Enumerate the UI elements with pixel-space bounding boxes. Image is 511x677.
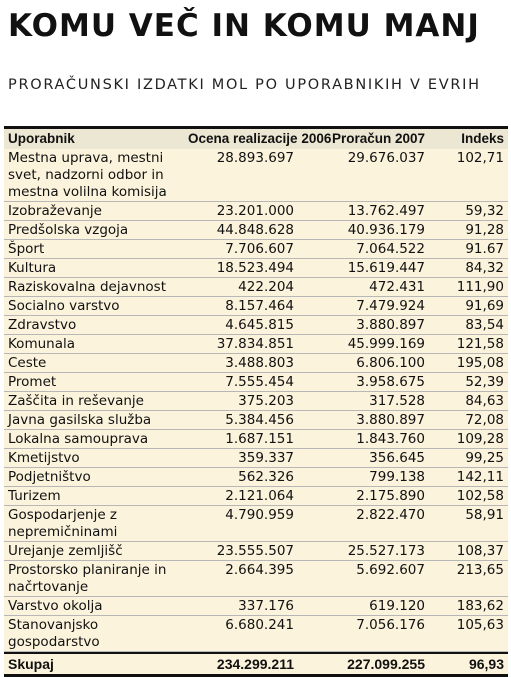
cell-name: Urejanje zemljišč	[8, 543, 123, 559]
total-proracun: 227.099.255	[347, 656, 425, 672]
cell-name: Izobraževanje	[8, 203, 102, 219]
cell-ocena: 37.834.851	[216, 336, 294, 352]
cell-name: Mestna uprava, mestni svet, nadzorni odbor in mestna volilna komisija	[8, 150, 167, 200]
cell-name: Javna gasilska služba	[8, 412, 152, 428]
cell-indeks: 91.67	[465, 241, 504, 257]
cell-name: Varstvo okolja	[8, 598, 103, 614]
table-row	[4, 149, 508, 202]
total-ocena: 234.299.211	[216, 656, 294, 672]
cell-indeks: 105,63	[456, 617, 504, 633]
table-row	[4, 335, 508, 354]
cell-ocena: 23.555.507	[216, 543, 294, 559]
cell-name: Kultura	[8, 260, 57, 276]
table-row	[4, 449, 508, 468]
cell-indeks: 72,08	[465, 412, 504, 428]
table-row	[4, 316, 508, 335]
cell-proracun: 7.056.176	[356, 617, 425, 633]
cell-indeks: 99,25	[465, 450, 504, 466]
cell-indeks: 111,90	[456, 279, 504, 295]
cell-ocena: 4.645.815	[225, 317, 294, 333]
cell-ocena: 8.157.464	[225, 298, 294, 314]
total-indeks: 96,93	[468, 656, 504, 672]
cell-indeks: 109,28	[456, 431, 504, 447]
cell-indeks: 52,39	[465, 374, 504, 390]
cell-proracun: 13.762.497	[347, 203, 425, 219]
cell-proracun: 317.528	[369, 393, 425, 409]
table-row	[4, 354, 508, 373]
cell-ocena: 4.790.959	[225, 507, 294, 523]
cell-proracun: 6.806.100	[356, 355, 425, 371]
table-row	[4, 597, 508, 616]
cell-name: Predšolska vzgoja	[8, 222, 129, 238]
table-row	[4, 487, 508, 506]
cell-proracun: 45.999.169	[347, 336, 425, 352]
cell-name: Kmetijstvo	[8, 450, 80, 466]
cell-name: Stanovanjsko gospodarstvo	[8, 617, 100, 650]
cell-ocena: 6.680.241	[225, 617, 294, 633]
cell-proracun: 2.822.470	[356, 507, 425, 523]
header-uporabnik: Uporabnik	[8, 131, 75, 146]
cell-name: Zaščita in reševanje	[8, 393, 144, 409]
table-row	[4, 561, 508, 597]
cell-indeks: 84,63	[465, 393, 504, 409]
table-row	[4, 202, 508, 221]
cell-ocena: 18.523.494	[216, 260, 294, 276]
cell-ocena: 375.203	[238, 393, 294, 409]
table-row	[4, 240, 508, 259]
table-row	[4, 278, 508, 297]
cell-ocena: 7.555.454	[225, 374, 294, 390]
cell-name: Zdravstvo	[8, 317, 77, 333]
cell-name: Prostorsko planiranje in načrtovanje	[8, 562, 167, 595]
header-ocena: Ocena realizacije 2006	[188, 131, 332, 146]
cell-proracun: 7.479.924	[356, 298, 425, 314]
cell-ocena: 28.893.697	[216, 150, 294, 166]
table-row	[4, 411, 508, 430]
cell-proracun: 7.064.522	[356, 241, 425, 257]
cell-indeks: 102,58	[456, 488, 504, 504]
cell-proracun: 15.619.447	[347, 260, 425, 276]
cell-indeks: 213,65	[456, 562, 504, 578]
cell-name: Ceste	[8, 355, 47, 371]
cell-name: Lokalna samouprava	[8, 431, 149, 447]
table-row	[4, 392, 508, 411]
cell-proracun: 619.120	[369, 598, 425, 614]
cell-indeks: 84,32	[465, 260, 504, 276]
cell-indeks: 195,08	[456, 355, 504, 371]
cell-indeks: 58,91	[465, 507, 504, 523]
cell-indeks: 108,37	[456, 543, 504, 559]
cell-proracun: 472.431	[369, 279, 425, 295]
cell-indeks: 91,69	[465, 298, 504, 314]
header-proracun: Proračun 2007	[331, 131, 425, 146]
table-row	[4, 542, 508, 561]
header-indeks: Indeks	[461, 131, 504, 146]
cell-proracun: 1.843.760	[356, 431, 425, 447]
cell-ocena: 1.687.151	[225, 431, 294, 447]
cell-name: Raziskovalna dejavnost	[8, 279, 166, 295]
cell-proracun: 25.527.173	[347, 543, 425, 559]
page-subtitle: PRORAČUNSKI IZDATKI MOL PO UPORABNIKIH V EVRIH	[8, 77, 481, 93]
cell-proracun: 2.175.890	[356, 488, 425, 504]
cell-ocena: 359.337	[238, 450, 294, 466]
table-body	[4, 149, 508, 652]
cell-name: Promet	[8, 374, 57, 390]
total-label: Skupaj	[8, 656, 54, 672]
cell-indeks: 183,62	[456, 598, 504, 614]
table-row	[4, 616, 508, 652]
cell-indeks: 91,28	[465, 222, 504, 238]
cell-proracun: 3.880.897	[356, 317, 425, 333]
table-row	[4, 373, 508, 392]
table-row	[4, 297, 508, 316]
cell-ocena: 3.488.803	[225, 355, 294, 371]
cell-ocena: 2.121.064	[225, 488, 294, 504]
cell-ocena: 422.204	[238, 279, 294, 295]
cell-indeks: 142,11	[456, 469, 504, 485]
cell-ocena: 5.384.456	[225, 412, 294, 428]
cell-ocena: 7.706.607	[225, 241, 294, 257]
table-total-row	[4, 652, 508, 677]
table-row	[4, 221, 508, 240]
table-header	[4, 126, 508, 149]
page-title: KOMU VEČ IN KOMU MANJ	[8, 8, 480, 44]
cell-ocena: 23.201.000	[216, 203, 294, 219]
cell-indeks: 83,54	[465, 317, 504, 333]
cell-ocena: 337.176	[238, 598, 294, 614]
cell-name: Šport	[8, 241, 45, 257]
cell-indeks: 59,32	[465, 203, 504, 219]
cell-ocena: 44.848.628	[216, 222, 294, 238]
cell-name: Socialno varstvo	[8, 298, 120, 314]
cell-name: Gospodarjenje z nepremičninami	[8, 507, 118, 540]
cell-proracun: 40.936.179	[347, 222, 425, 238]
cell-indeks: 121,58	[456, 336, 504, 352]
cell-name: Komunala	[8, 336, 75, 352]
cell-ocena: 2.664.395	[225, 562, 294, 578]
table-row	[4, 259, 508, 278]
table-row	[4, 468, 508, 487]
cell-indeks: 102,71	[456, 150, 504, 166]
cell-proracun: 3.958.675	[356, 374, 425, 390]
cell-proracun: 799.138	[369, 469, 425, 485]
budget-table	[4, 126, 508, 677]
table-row	[4, 430, 508, 449]
cell-name: Podjetništvo	[8, 469, 91, 485]
cell-proracun: 5.692.607	[356, 562, 425, 578]
cell-proracun: 356.645	[369, 450, 425, 466]
cell-ocena: 562.326	[238, 469, 294, 485]
cell-proracun: 3.880.897	[356, 412, 425, 428]
table-row	[4, 506, 508, 542]
cell-name: Turizem	[8, 488, 61, 504]
cell-proracun: 29.676.037	[347, 150, 425, 166]
